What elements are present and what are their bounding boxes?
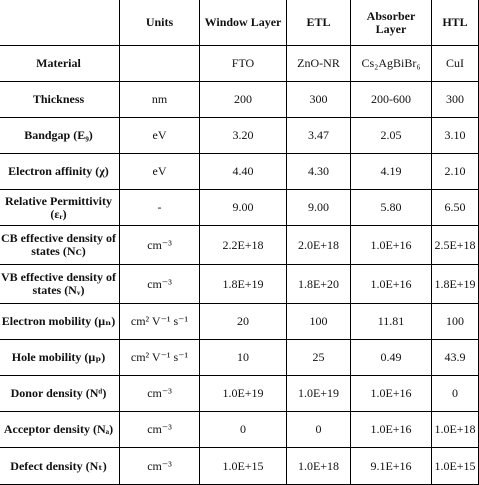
param-cell: Relative Permittivity (εᵣ) [0,190,120,226]
header-htl: HTL [432,0,479,46]
absorber-cell: 11.81 [351,304,432,340]
htl-cell: 2.5E+18 [432,226,479,265]
etl-cell: 2.0E+18 [287,226,351,265]
table-row [0,265,479,304]
htl-cell: CuI [432,46,479,82]
header-etl: ETL [287,0,351,46]
table-row [0,226,479,265]
param-cell: Defect density (Nₜ) [0,448,120,485]
window-cell: FTO [200,46,287,82]
table-row [0,340,479,376]
htl-cell: 0 [432,376,479,412]
etl-cell: 0 [287,412,351,448]
htl-cell: 43.9 [432,340,479,376]
window-cell: 1.0E+15 [200,448,287,485]
header-window-layer: Window Layer [200,0,287,46]
window-cell: 20 [200,304,287,340]
unit-cell: eV [120,118,200,154]
param-cell: Donor density (Nᵈ) [0,376,120,412]
unit-cell: cm⁻³ [120,376,200,412]
unit-cell: - [120,190,200,226]
absorber-cell: 1.0E+16 [351,265,432,304]
param-cell: Acceptor density (Nₐ) [0,412,120,448]
unit-cell: cm⁻³ [120,448,200,485]
table-row [0,412,479,448]
absorber-cell: 5.80 [351,190,432,226]
window-cell: 4.40 [200,154,287,190]
window-cell: 9.00 [200,190,287,226]
param-cell: Thickness [0,82,120,118]
window-cell: 1.8E+19 [200,265,287,304]
unit-cell: eV [120,154,200,190]
htl-cell: 2.10 [432,154,479,190]
window-cell: 200 [200,82,287,118]
table-row [0,376,479,412]
absorber-cell: 2.05 [351,118,432,154]
unit-cell: cm² V⁻¹ s⁻¹ [120,340,200,376]
window-cell: 10 [200,340,287,376]
etl-cell: ZnO-NR [287,46,351,82]
absorber-cell: 0.49 [351,340,432,376]
header-row [0,0,479,46]
etl-cell: 1.0E+19 [287,376,351,412]
etl-cell: 4.30 [287,154,351,190]
table-row [0,82,479,118]
header-param [0,0,120,46]
unit-cell: cm⁻³ [120,265,200,304]
absorber-cell: 4.19 [351,154,432,190]
table-row [0,118,479,154]
unit-cell: cm⁻³ [120,226,200,265]
etl-cell: 25 [287,340,351,376]
window-cell: 1.0E+19 [200,376,287,412]
etl-cell: 100 [287,304,351,340]
param-cell: Electron mobility (μₙ) [0,304,120,340]
absorber-cell: 1.0E+16 [351,226,432,265]
absorber-cell: 9.1E+16 [351,448,432,485]
table-row [0,448,479,485]
absorber-cell: 1.0E+16 [351,412,432,448]
unit-cell: nm [120,82,200,118]
htl-cell: 1.0E+18 [432,412,479,448]
header-absorber-layer: Absorber Layer [351,0,432,46]
etl-cell: 300 [287,82,351,118]
param-cell: VB effective density of states (Nᵥ) [0,265,120,304]
etl-cell: 9.00 [287,190,351,226]
table-row [0,304,479,340]
htl-cell: 3.10 [432,118,479,154]
unit-cell: cm⁻³ [120,412,200,448]
unit-cell [120,46,200,82]
unit-cell: cm² V⁻¹ s⁻¹ [120,304,200,340]
window-cell: 2.2E+18 [200,226,287,265]
etl-cell: 1.0E+18 [287,448,351,485]
window-cell: 0 [200,412,287,448]
table-row [0,190,479,226]
etl-cell: 1.8E+20 [287,265,351,304]
htl-cell: 1.8E+19 [432,265,479,304]
table-row [0,46,479,82]
header-units: Units [120,0,200,46]
etl-cell: 3.47 [287,118,351,154]
htl-cell: 1.0E+15 [432,448,479,485]
param-cell: CB effective density of states (Nᴄ) [0,226,120,265]
absorber-cell: Cs₂AgBiBr₆ [351,46,432,82]
param-cell: Material [0,46,120,82]
htl-cell: 6.50 [432,190,479,226]
param-cell: Hole mobility (μₚ) [0,340,120,376]
param-cell: Bandgap (E₉) [0,118,120,154]
window-cell: 3.20 [200,118,287,154]
param-cell: Electron affinity (χ) [0,154,120,190]
htl-cell: 300 [432,82,479,118]
absorber-cell: 1.0E+16 [351,376,432,412]
table-row [0,154,479,190]
htl-cell: 100 [432,304,479,340]
absorber-cell: 200-600 [351,82,432,118]
